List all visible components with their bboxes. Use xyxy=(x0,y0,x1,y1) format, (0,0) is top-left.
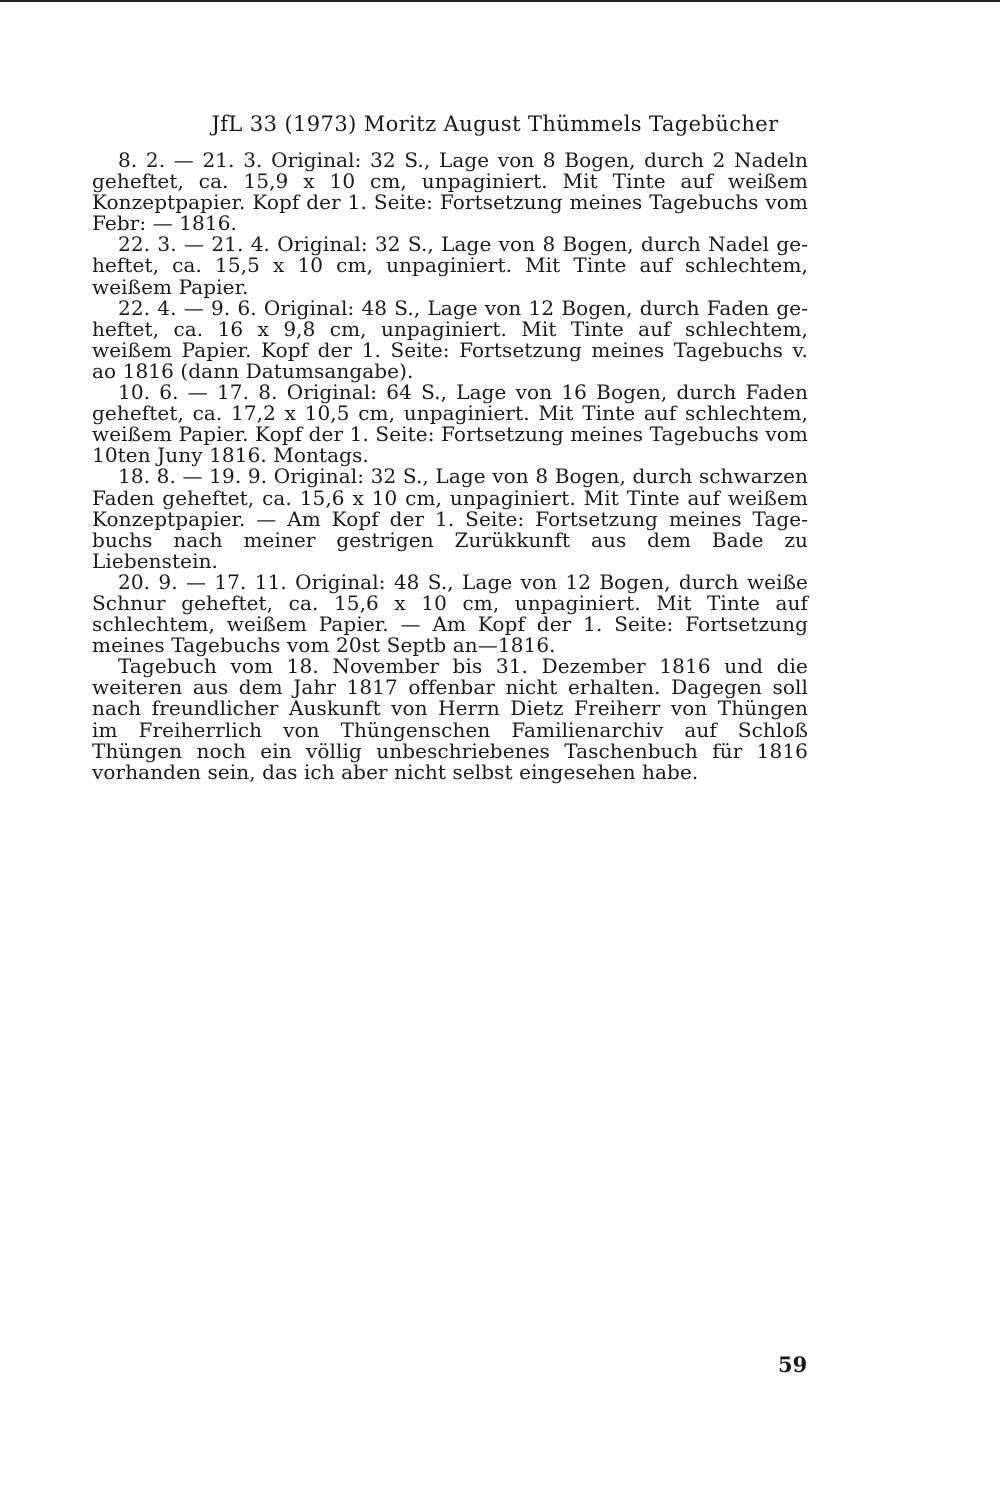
top-border-rule xyxy=(0,0,1000,2)
paragraph-diary-jun-aug: 10. 6. — 17. 8. Original: 64 S., Lage von 16 Bogen, durch Faden geheftet, ca. 17,2 x 10,5 cm, unpaginiert. Mit Tinte auf schlechtem, weißem Papier. Kopf der 1. Seite: Fortsetzung meines Tagebuchs vom 10ten Juny 1816. Montags. xyxy=(92,380,808,468)
running-head: JfL 33 (1973) Moritz August Thümmels Tagebücher xyxy=(211,112,779,136)
page-number: 59 xyxy=(778,1352,808,1377)
paragraph-diary-feb-mar: 8. 2. — 21. 3. Original: 32 S., Lage von 8 Bogen, durch 2 Nadeln geheftet, ca. 15,9 x 10 cm, unpaginiert. Mit Tinte auf weißem Konzeptpapier. Kopf der 1. Seite: Fortsetzung meines Tagebuchs vom Febr: — 1816. xyxy=(92,148,808,236)
body-text xyxy=(92,150,808,783)
paragraph-diary-aug-sep: 18. 8. — 19. 9. Original: 32 S., Lage von 8 Bogen, durch schwarzen Faden geheftet, ca. 15,6 x 10 cm, unpaginiert. Mit Tinte auf weißem Konzeptpapier. — Am Kopf der 1. Seite: Fortsetzung meines Tagebuchs nach meiner gestrigen Zurükkunft aus dem Bade zu Liebenstein. xyxy=(92,464,808,573)
paragraph-diary-apr-jun: 22. 4. — 9. 6. Original: 48 S., Lage von 12 Bogen, durch Faden geheftet, ca. 16 x 9,8 cm, unpaginiert. Mit Tinte auf schlechtem, weißem Papier. Kopf der 1. Seite: Fortsetzung meines Tagebuchs v. ao 1816 (dann Datumsangabe). xyxy=(92,295,808,383)
paragraph-diary-sep-nov: 20. 9. — 17. 11. Original: 48 S., Lage von 12 Bogen, durch weiße Schnur geheftet, ca. 15,6 x 10 cm, unpaginiert. Mit Tinte auf schlechtem, weißem Papier. — Am Kopf der 1. Seite: Fortsetzung meines Tagebuchs vom 20st Septb an—1816. xyxy=(92,569,808,658)
paragraph-closing-note: Tagebuch vom 18. November bis 31. Dezember 1816 und die weiteren aus dem Jahr 1817 offenbar nicht erhalten. Dagegen soll nach freundlicher Auskunft von Herrn Dietz Freiherr von Thüngen im Freiherrlich von Thüngenschen Familienarchiv auf Schloß Thüngen noch ein völlig unbeschriebenes Taschenbuch für 1816 vorhanden sein, das ich aber nicht selbst eingesehen habe. xyxy=(92,654,808,784)
paragraph-diary-mar-apr: 22. 3. — 21. 4. Original: 32 S., Lage von 8 Bogen, durch Nadel geheftet, ca. 15,5 x 10 cm, unpaginiert. Mit Tinte auf schlechtem, weißem Papier. xyxy=(92,232,808,299)
